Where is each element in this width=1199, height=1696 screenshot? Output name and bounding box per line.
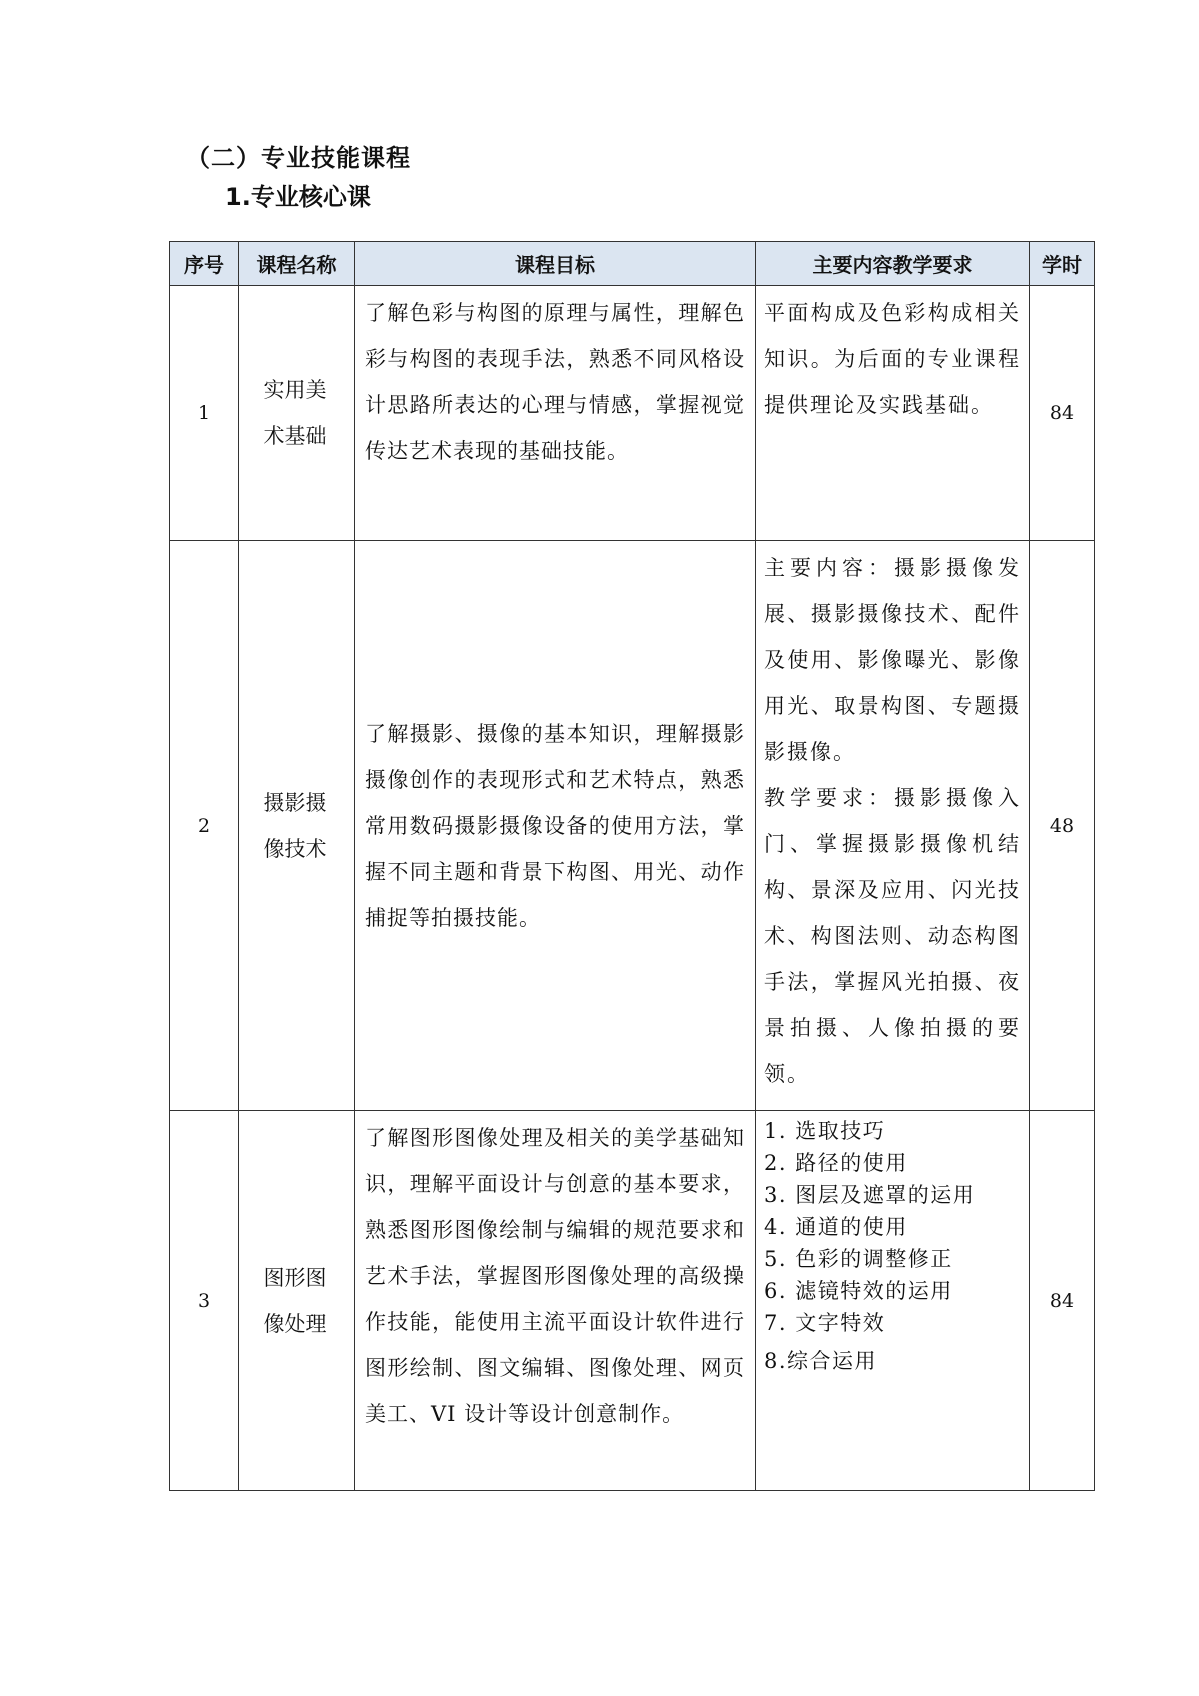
table-row — [170, 286, 1095, 541]
course-name — [239, 1111, 355, 1491]
header-no: 序号 — [170, 242, 239, 286]
subsection-heading: 1.专业核心课 — [225, 183, 371, 211]
course-name-text: 图形图像处理 — [263, 1265, 327, 1336]
course-goal: 了解图形图像处理及相关的美学基础知识，理解平面设计与创意的基本要求，熟悉图形图像绘制与编辑的规范要求和艺术手法，掌握图形图像处理的高级操作技能，能使用主流平面设计软件进行图形绘制、图文编辑、图像处理、网页美工、VI 设计等设计创意制作。 — [355, 1111, 756, 1491]
header-course-name: 课程名称 — [239, 242, 355, 286]
list-item: 5. 色彩的调整修正 — [764, 1247, 953, 1271]
list-item: 1. 选取技巧 — [764, 1119, 886, 1143]
list-item: 8.综合运用 — [764, 1349, 878, 1373]
content-main-paragraph: 主要内容：摄影摄像发展、摄影摄像技术、配件及使用、影像曝光、影像用光、取景构图、专题摄影摄像。 — [764, 556, 1021, 764]
list-item: 7. 文字特效 — [764, 1311, 886, 1335]
course-goal: 了解摄影、摄像的基本知识，理解摄影摄像创作的表现形式和艺术特点，熟悉常用数码摄影摄像设备的使用方法，掌握不同主题和背景下构图、用光、动作捕捉等拍摄技能。 — [355, 541, 756, 1111]
content-requirement-paragraph: 教学要求：摄影摄像入门、掌握摄影摄像机结构、景深及应用、闪光技术、构图法则、动态构图手法，掌握风光拍摄、夜景拍摄、人像拍摄的要领。 — [764, 786, 1021, 1086]
course-name — [239, 541, 355, 1111]
course-name — [239, 286, 355, 541]
list-item: 4. 通道的使用 — [764, 1215, 908, 1239]
section-heading: （二）专业技能课程 — [186, 144, 411, 172]
header-hours: 学时 — [1030, 242, 1095, 286]
row-number: 1 — [170, 286, 239, 541]
course-name-text: 摄影摄像技术 — [263, 790, 327, 861]
course-content — [756, 1111, 1030, 1491]
header-content-requirements: 主要内容教学要求 — [756, 242, 1030, 286]
list-item: 3. 图层及遮罩的运用 — [764, 1183, 976, 1207]
course-name-text: 实用美术基础 — [263, 378, 327, 448]
row-number: 3 — [170, 1111, 239, 1491]
list-item: 2. 路径的使用 — [764, 1151, 908, 1175]
list-item: 6. 滤镜特效的运用 — [764, 1279, 953, 1303]
course-hours: 48 — [1030, 541, 1095, 1111]
header-course-goal: 课程目标 — [355, 242, 756, 286]
course-goal: 了解色彩与构图的原理与属性，理解色彩与构图的表现手法，熟悉不同风格设计思路所表达的心理与情感，掌握视觉传达艺术表现的基础技能。 — [355, 286, 756, 541]
table-row — [170, 1111, 1095, 1491]
course-table — [169, 241, 1095, 1491]
course-hours: 84 — [1030, 286, 1095, 541]
table-row — [170, 541, 1095, 1111]
content-list — [764, 1115, 1021, 1377]
table-header — [170, 242, 1095, 286]
course-content: 平面构成及色彩构成相关知识。为后面的专业课程提供理论及实践基础。 — [756, 286, 1030, 541]
course-hours: 84 — [1030, 1111, 1095, 1491]
row-number: 2 — [170, 541, 239, 1111]
course-content — [756, 541, 1030, 1111]
